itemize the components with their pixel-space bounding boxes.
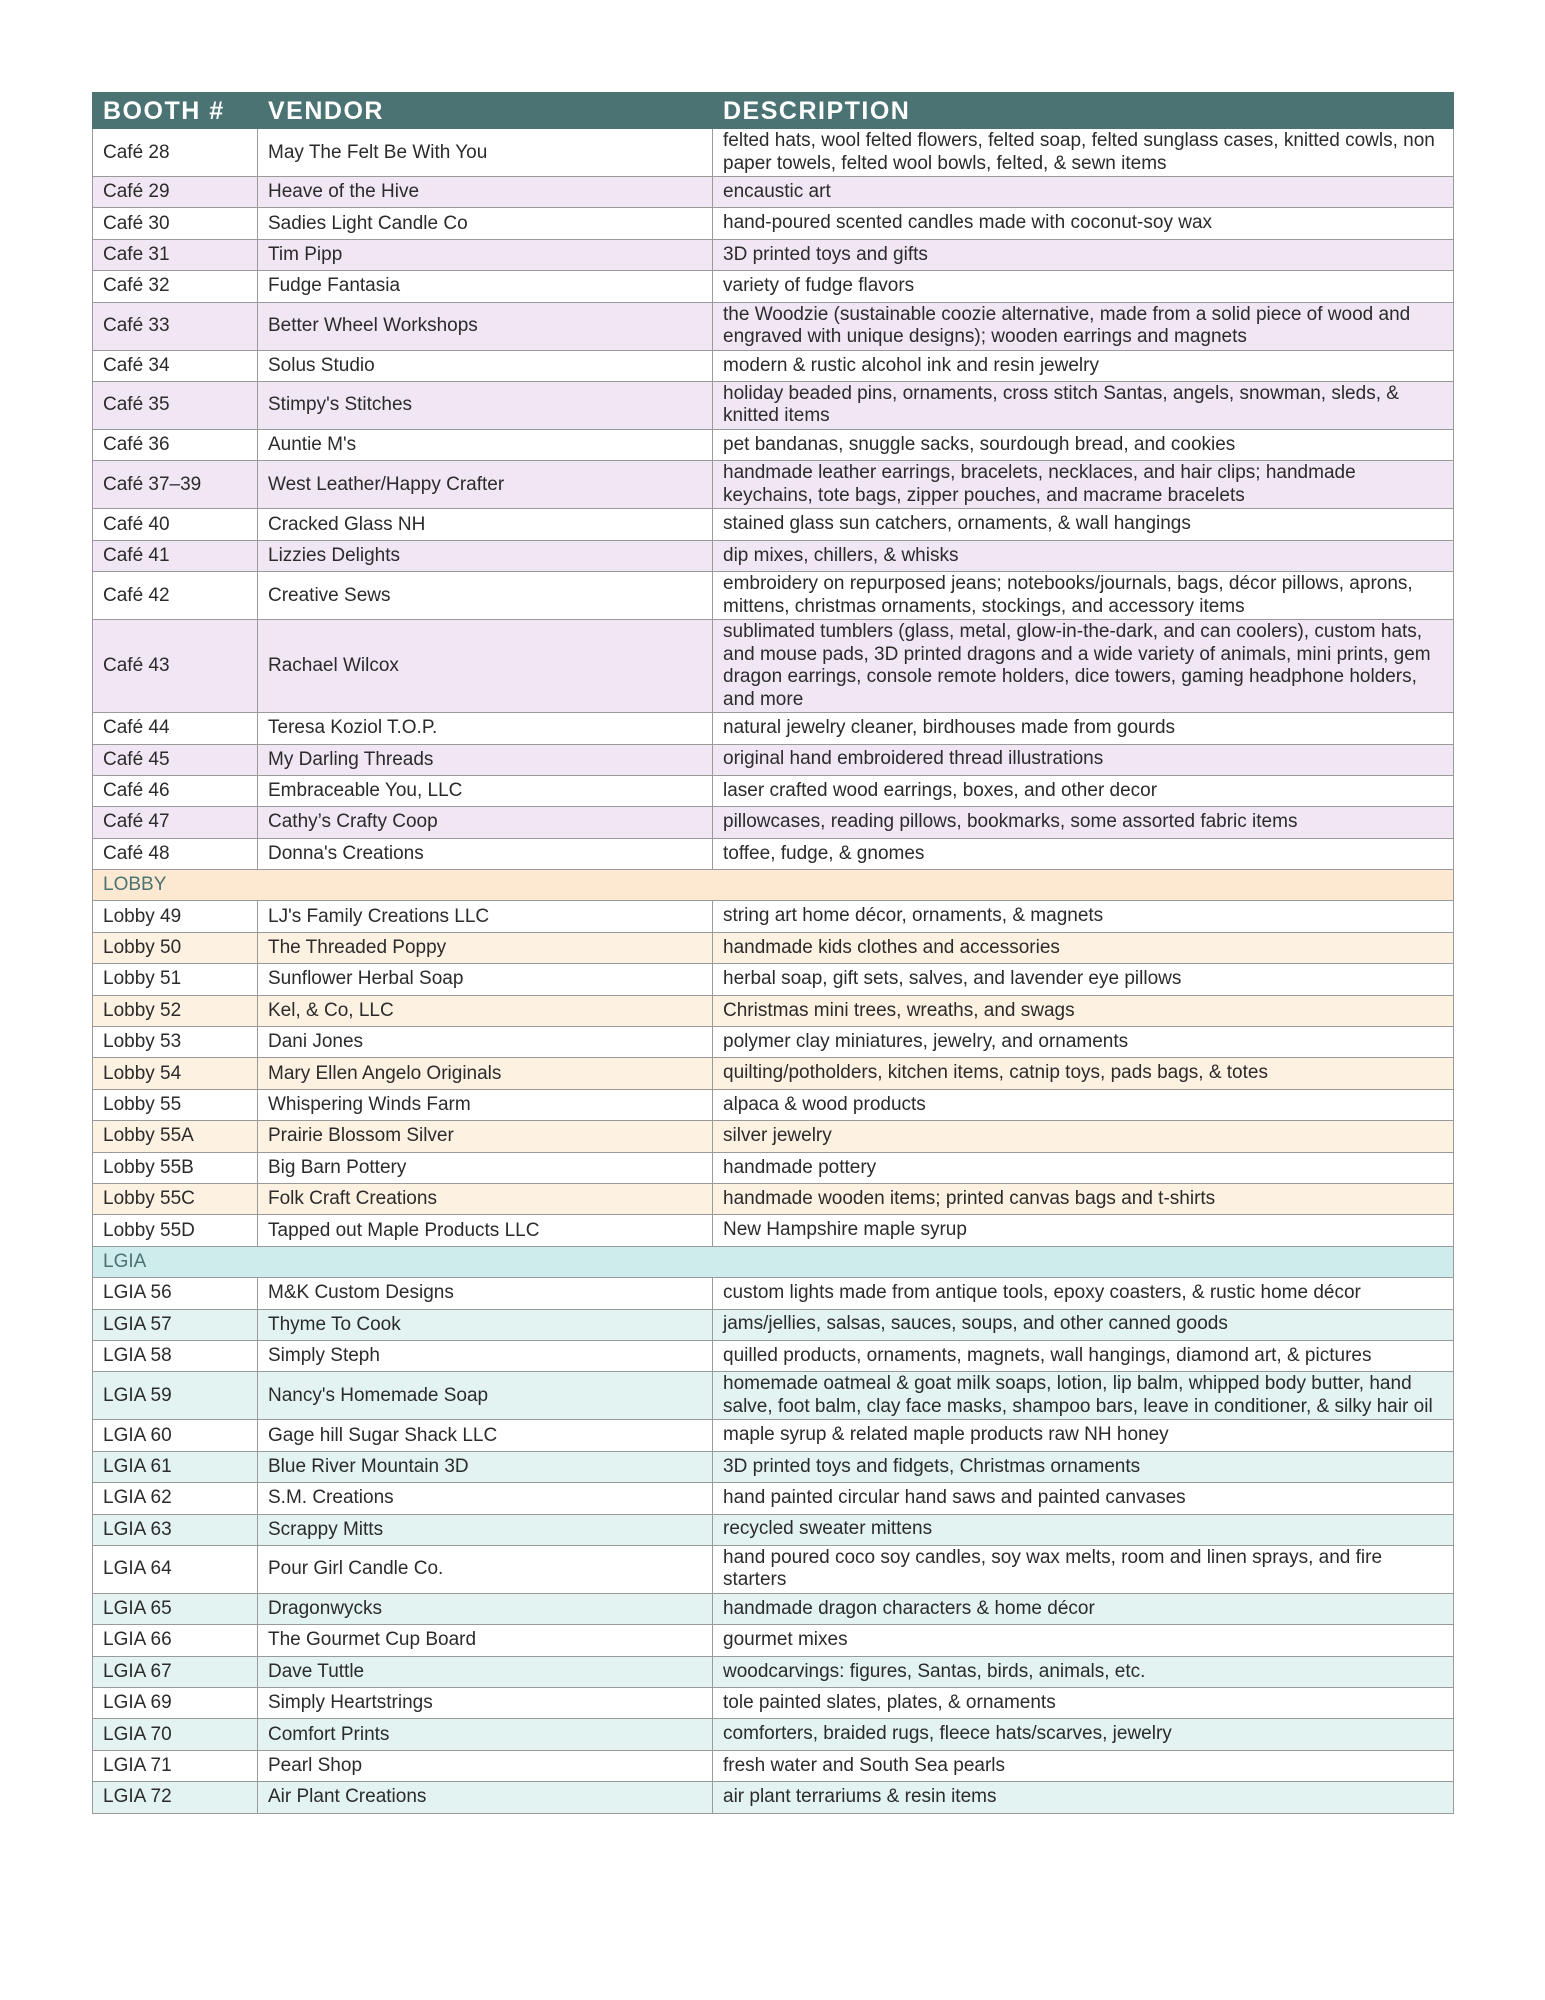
booth-cell: Café 40 [93, 509, 258, 540]
vendor-cell: Tapped out Maple Products LLC [258, 1215, 713, 1246]
table-row [93, 932, 1454, 963]
booth-cell: Café 41 [93, 540, 258, 571]
vendor-cell: LJ's Family Creations LLC [258, 901, 713, 932]
description-cell: hand-poured scented candles made with coconut-soy wax [713, 208, 1454, 239]
booth-cell: Café 45 [93, 744, 258, 775]
description-cell: handmade leather earrings, bracelets, necklaces, and hair clips; handmade keychains, tote bags, zipper pouches, and macrame bracelets [713, 461, 1454, 509]
booth-cell: LGIA 60 [93, 1420, 258, 1451]
table-row [93, 302, 1454, 350]
vendor-cell: M&K Custom Designs [258, 1278, 713, 1309]
description-cell: herbal soap, gift sets, salves, and lavender eye pillows [713, 964, 1454, 995]
table-row [93, 1483, 1454, 1514]
description-cell: variety of fudge flavors [713, 271, 1454, 302]
description-cell: fresh water and South Sea pearls [713, 1750, 1454, 1781]
description-cell: alpaca & wood products [713, 1089, 1454, 1120]
vendor-cell: Cathy’s Crafty Coop [258, 807, 713, 838]
booth-cell: Lobby 55C [93, 1183, 258, 1214]
table-row [93, 208, 1454, 239]
table-row [93, 838, 1454, 869]
vendor-cell: Fudge Fantasia [258, 271, 713, 302]
booth-cell: LGIA 67 [93, 1656, 258, 1687]
booth-cell: Lobby 52 [93, 995, 258, 1026]
description-cell: woodcarvings: figures, Santas, birds, animals, etc. [713, 1656, 1454, 1687]
vendor-cell: Air Plant Creations [258, 1782, 713, 1813]
booth-cell: LGIA 59 [93, 1372, 258, 1420]
vendor-cell: Simply Steph [258, 1340, 713, 1371]
table-row [93, 1215, 1454, 1246]
booth-cell: Lobby 49 [93, 901, 258, 932]
booth-cell: LGIA 61 [93, 1451, 258, 1482]
vendor-cell: Big Barn Pottery [258, 1152, 713, 1183]
booth-cell: Lobby 53 [93, 1027, 258, 1058]
table-row [93, 744, 1454, 775]
table-row [93, 350, 1454, 381]
description-cell: 3D printed toys and fidgets, Christmas ornaments [713, 1451, 1454, 1482]
table-row [93, 1719, 1454, 1750]
description-cell: stained glass sun catchers, ornaments, & wall hangings [713, 509, 1454, 540]
booth-cell: Café 32 [93, 271, 258, 302]
description-cell: recycled sweater mittens [713, 1514, 1454, 1545]
vendor-cell: Pour Girl Candle Co. [258, 1545, 713, 1593]
booth-cell: Café 46 [93, 775, 258, 806]
description-cell: jams/jellies, salsas, sauces, soups, and other canned goods [713, 1309, 1454, 1340]
vendor-cell: The Gourmet Cup Board [258, 1625, 713, 1656]
booth-cell: LGIA 64 [93, 1545, 258, 1593]
table-row [93, 713, 1454, 744]
vendor-cell: West Leather/Happy Crafter [258, 461, 713, 509]
booth-cell: LGIA 72 [93, 1782, 258, 1813]
table-row [93, 271, 1454, 302]
vendor-cell: Blue River Mountain 3D [258, 1451, 713, 1482]
vendor-cell: Kel, & Co, LLC [258, 995, 713, 1026]
header-row [93, 93, 1454, 129]
table-row [93, 775, 1454, 806]
vendor-cell: Whispering Winds Farm [258, 1089, 713, 1120]
vendor-cell: Scrappy Mitts [258, 1514, 713, 1545]
description-cell: tole painted slates, plates, & ornaments [713, 1688, 1454, 1719]
booth-cell: Café 36 [93, 429, 258, 460]
booth-cell: LGIA 69 [93, 1688, 258, 1719]
booth-cell: Café 34 [93, 350, 258, 381]
description-cell: hand painted circular hand saws and painted canvases [713, 1483, 1454, 1514]
table-row [93, 901, 1454, 932]
description-cell: custom lights made from antique tools, epoxy coasters, & rustic home décor [713, 1278, 1454, 1309]
table-row [93, 429, 1454, 460]
lgia-section-header [93, 1246, 1454, 1277]
table-row [93, 1152, 1454, 1183]
booth-cell: Café 48 [93, 838, 258, 869]
booth-cell: Cafe 31 [93, 239, 258, 270]
table-row [93, 1451, 1454, 1482]
booth-cell: LGIA 65 [93, 1593, 258, 1624]
table-row [93, 1058, 1454, 1089]
lgia-section [93, 1246, 1454, 1813]
table-row [93, 1089, 1454, 1120]
vendor-cell: Dragonwycks [258, 1593, 713, 1624]
booth-cell: Lobby 51 [93, 964, 258, 995]
table-row [93, 995, 1454, 1026]
vendor-cell: Lizzies Delights [258, 540, 713, 571]
lobby-section [93, 870, 1454, 1247]
description-cell: hand poured coco soy candles, soy wax melts, room and linen sprays, and fire starters [713, 1545, 1454, 1593]
description-cell: encaustic art [713, 177, 1454, 208]
description-cell: felted hats, wool felted flowers, felted soap, felted sunglass cases, knitted cowls, non paper towels, felted wool bowls, felted, & sewn items [713, 129, 1454, 177]
booth-cell: Café 37–39 [93, 461, 258, 509]
vendor-cell: Pearl Shop [258, 1750, 713, 1781]
booth-cell: Café 35 [93, 381, 258, 429]
vendor-cell: Nancy's Homemade Soap [258, 1372, 713, 1420]
vendor-cell: Heave of the Hive [258, 177, 713, 208]
vendor-cell: Thyme To Cook [258, 1309, 713, 1340]
description-cell: handmade wooden items; printed canvas bags and t-shirts [713, 1183, 1454, 1214]
description-cell: silver jewelry [713, 1121, 1454, 1152]
booth-cell: Café 30 [93, 208, 258, 239]
description-cell: air plant terrariums & resin items [713, 1782, 1454, 1813]
description-cell: handmade dragon characters & home décor [713, 1593, 1454, 1624]
vendor-cell: Sadies Light Candle Co [258, 208, 713, 239]
table-row [93, 509, 1454, 540]
table-row [93, 1782, 1454, 1813]
description-cell: 3D printed toys and gifts [713, 239, 1454, 270]
vendor-cell: Teresa Koziol T.O.P. [258, 713, 713, 744]
vendor-cell: The Threaded Poppy [258, 932, 713, 963]
description-cell: modern & rustic alcohol ink and resin jewelry [713, 350, 1454, 381]
booth-cell: Lobby 54 [93, 1058, 258, 1089]
lgia-section-title: LGIA [93, 1246, 1454, 1277]
table-row [93, 1688, 1454, 1719]
table-row [93, 129, 1454, 177]
vendor-cell: Mary Ellen Angelo Originals [258, 1058, 713, 1089]
table-row [93, 1750, 1454, 1781]
booth-cell: Café 44 [93, 713, 258, 744]
lobby-section-title: LOBBY [93, 870, 1454, 901]
booth-cell: Café 33 [93, 302, 258, 350]
booth-cell: Café 29 [93, 177, 258, 208]
table-row [93, 1309, 1454, 1340]
description-cell: toffee, fudge, & gnomes [713, 838, 1454, 869]
table-row [93, 1340, 1454, 1371]
booth-cell: LGIA 58 [93, 1340, 258, 1371]
table-row [93, 381, 1454, 429]
table-row [93, 620, 1454, 713]
description-cell: string art home décor, ornaments, & magnets [713, 901, 1454, 932]
description-cell: quilled products, ornaments, magnets, wall hangings, diamond art, & pictures [713, 1340, 1454, 1371]
table-row [93, 1593, 1454, 1624]
booth-cell: LGIA 62 [93, 1483, 258, 1514]
vendor-cell: May The Felt Be With You [258, 129, 713, 177]
description-cell: sublimated tumblers (glass, metal, glow-in-the-dark, and can coolers), custom hats, and mouse pads, 3D printed dragons and a wide variety of animals, mini prints, gem dragon earrings, console remote holders, dice towers, gaming headphone holders, and more [713, 620, 1454, 713]
description-cell: gourmet mixes [713, 1625, 1454, 1656]
table-row [93, 239, 1454, 270]
booth-cell: LGIA 66 [93, 1625, 258, 1656]
vendor-cell: Dave Tuttle [258, 1656, 713, 1687]
table-row [93, 1656, 1454, 1687]
vendor-cell: Prairie Blossom Silver [258, 1121, 713, 1152]
booth-cell: LGIA 56 [93, 1278, 258, 1309]
table-row [93, 1420, 1454, 1451]
description-cell: pet bandanas, snuggle sacks, sourdough bread, and cookies [713, 429, 1454, 460]
booth-cell: Lobby 55D [93, 1215, 258, 1246]
booth-cell: Lobby 55 [93, 1089, 258, 1120]
booth-cell: LGIA 63 [93, 1514, 258, 1545]
vendor-cell: Creative Sews [258, 572, 713, 620]
booth-cell: Café 42 [93, 572, 258, 620]
vendor-cell: Donna's Creations [258, 838, 713, 869]
table-row [93, 1372, 1454, 1420]
description-cell: polymer clay miniatures, jewelry, and ornaments [713, 1027, 1454, 1058]
vendor-cell: Stimpy's Stitches [258, 381, 713, 429]
table-row [93, 1545, 1454, 1593]
vendor-cell: Solus Studio [258, 350, 713, 381]
description-cell: natural jewelry cleaner, birdhouses made from gourds [713, 713, 1454, 744]
vendor-cell: Simply Heartstrings [258, 1688, 713, 1719]
booth-cell: Café 43 [93, 620, 258, 713]
description-cell: dip mixes, chillers, & whisks [713, 540, 1454, 571]
booth-cell: LGIA 71 [93, 1750, 258, 1781]
vendor-cell: Folk Craft Creations [258, 1183, 713, 1214]
table-row [93, 964, 1454, 995]
description-cell: Christmas mini trees, wreaths, and swags [713, 995, 1454, 1026]
vendor-cell: Auntie M's [258, 429, 713, 460]
vendor-cell: My Darling Threads [258, 744, 713, 775]
booth-cell: LGIA 57 [93, 1309, 258, 1340]
description-cell: the Woodzie (sustainable coozie alternative, made from a solid piece of wood and engraved with unique designs); wooden earrings and magnets [713, 302, 1454, 350]
vendor-cell: Rachael Wilcox [258, 620, 713, 713]
header-booth: BOOTH # [93, 93, 258, 129]
vendor-cell: Comfort Prints [258, 1719, 713, 1750]
vendor-cell: Cracked Glass NH [258, 509, 713, 540]
header-vendor: VENDOR [258, 93, 713, 129]
vendor-cell: Dani Jones [258, 1027, 713, 1058]
cafe-section [93, 129, 1454, 870]
table-row [93, 177, 1454, 208]
table-row [93, 572, 1454, 620]
description-cell: homemade oatmeal & goat milk soaps, lotion, lip balm, whipped body butter, hand salve, foot balm, clay face masks, shampoo bars, leave in conditioner, & silky hair oil [713, 1372, 1454, 1420]
description-cell: maple syrup & related maple products raw NH honey [713, 1420, 1454, 1451]
table-row [93, 1514, 1454, 1545]
table-row [93, 1278, 1454, 1309]
description-cell: laser crafted wood earrings, boxes, and other decor [713, 775, 1454, 806]
table-row [93, 1027, 1454, 1058]
booth-cell: Café 28 [93, 129, 258, 177]
booth-cell: Lobby 55B [93, 1152, 258, 1183]
vendor-table [92, 92, 1454, 1814]
description-cell: holiday beaded pins, ornaments, cross stitch Santas, angels, snowman, sleds, & knitted items [713, 381, 1454, 429]
description-cell: quilting/potholders, kitchen items, catnip toys, pads bags, & totes [713, 1058, 1454, 1089]
table-header [93, 93, 1454, 129]
description-cell: handmade kids clothes and accessories [713, 932, 1454, 963]
booth-cell: Lobby 50 [93, 932, 258, 963]
vendor-cell: S.M. Creations [258, 1483, 713, 1514]
booth-cell: LGIA 70 [93, 1719, 258, 1750]
lobby-section-header [93, 870, 1454, 901]
description-cell: embroidery on repurposed jeans; notebooks/journals, bags, décor pillows, aprons, mittens, christmas ornaments, stockings, and accessory items [713, 572, 1454, 620]
description-cell: New Hampshire maple syrup [713, 1215, 1454, 1246]
header-description: DESCRIPTION [713, 93, 1454, 129]
table-row [93, 1625, 1454, 1656]
description-cell: comforters, braided rugs, fleece hats/scarves, jewelry [713, 1719, 1454, 1750]
description-cell: handmade pottery [713, 1152, 1454, 1183]
table-row [93, 461, 1454, 509]
table-row [93, 540, 1454, 571]
vendor-cell: Gage hill Sugar Shack LLC [258, 1420, 713, 1451]
booth-cell: Café 47 [93, 807, 258, 838]
vendor-cell: Sunflower Herbal Soap [258, 964, 713, 995]
table-row [93, 1183, 1454, 1214]
vendor-cell: Embraceable You, LLC [258, 775, 713, 806]
booth-cell: Lobby 55A [93, 1121, 258, 1152]
description-cell: pillowcases, reading pillows, bookmarks, some assorted fabric items [713, 807, 1454, 838]
table-row [93, 807, 1454, 838]
description-cell: original hand embroidered thread illustrations [713, 744, 1454, 775]
vendor-cell: Better Wheel Workshops [258, 302, 713, 350]
table-row [93, 1121, 1454, 1152]
vendor-cell: Tim Pipp [258, 239, 713, 270]
